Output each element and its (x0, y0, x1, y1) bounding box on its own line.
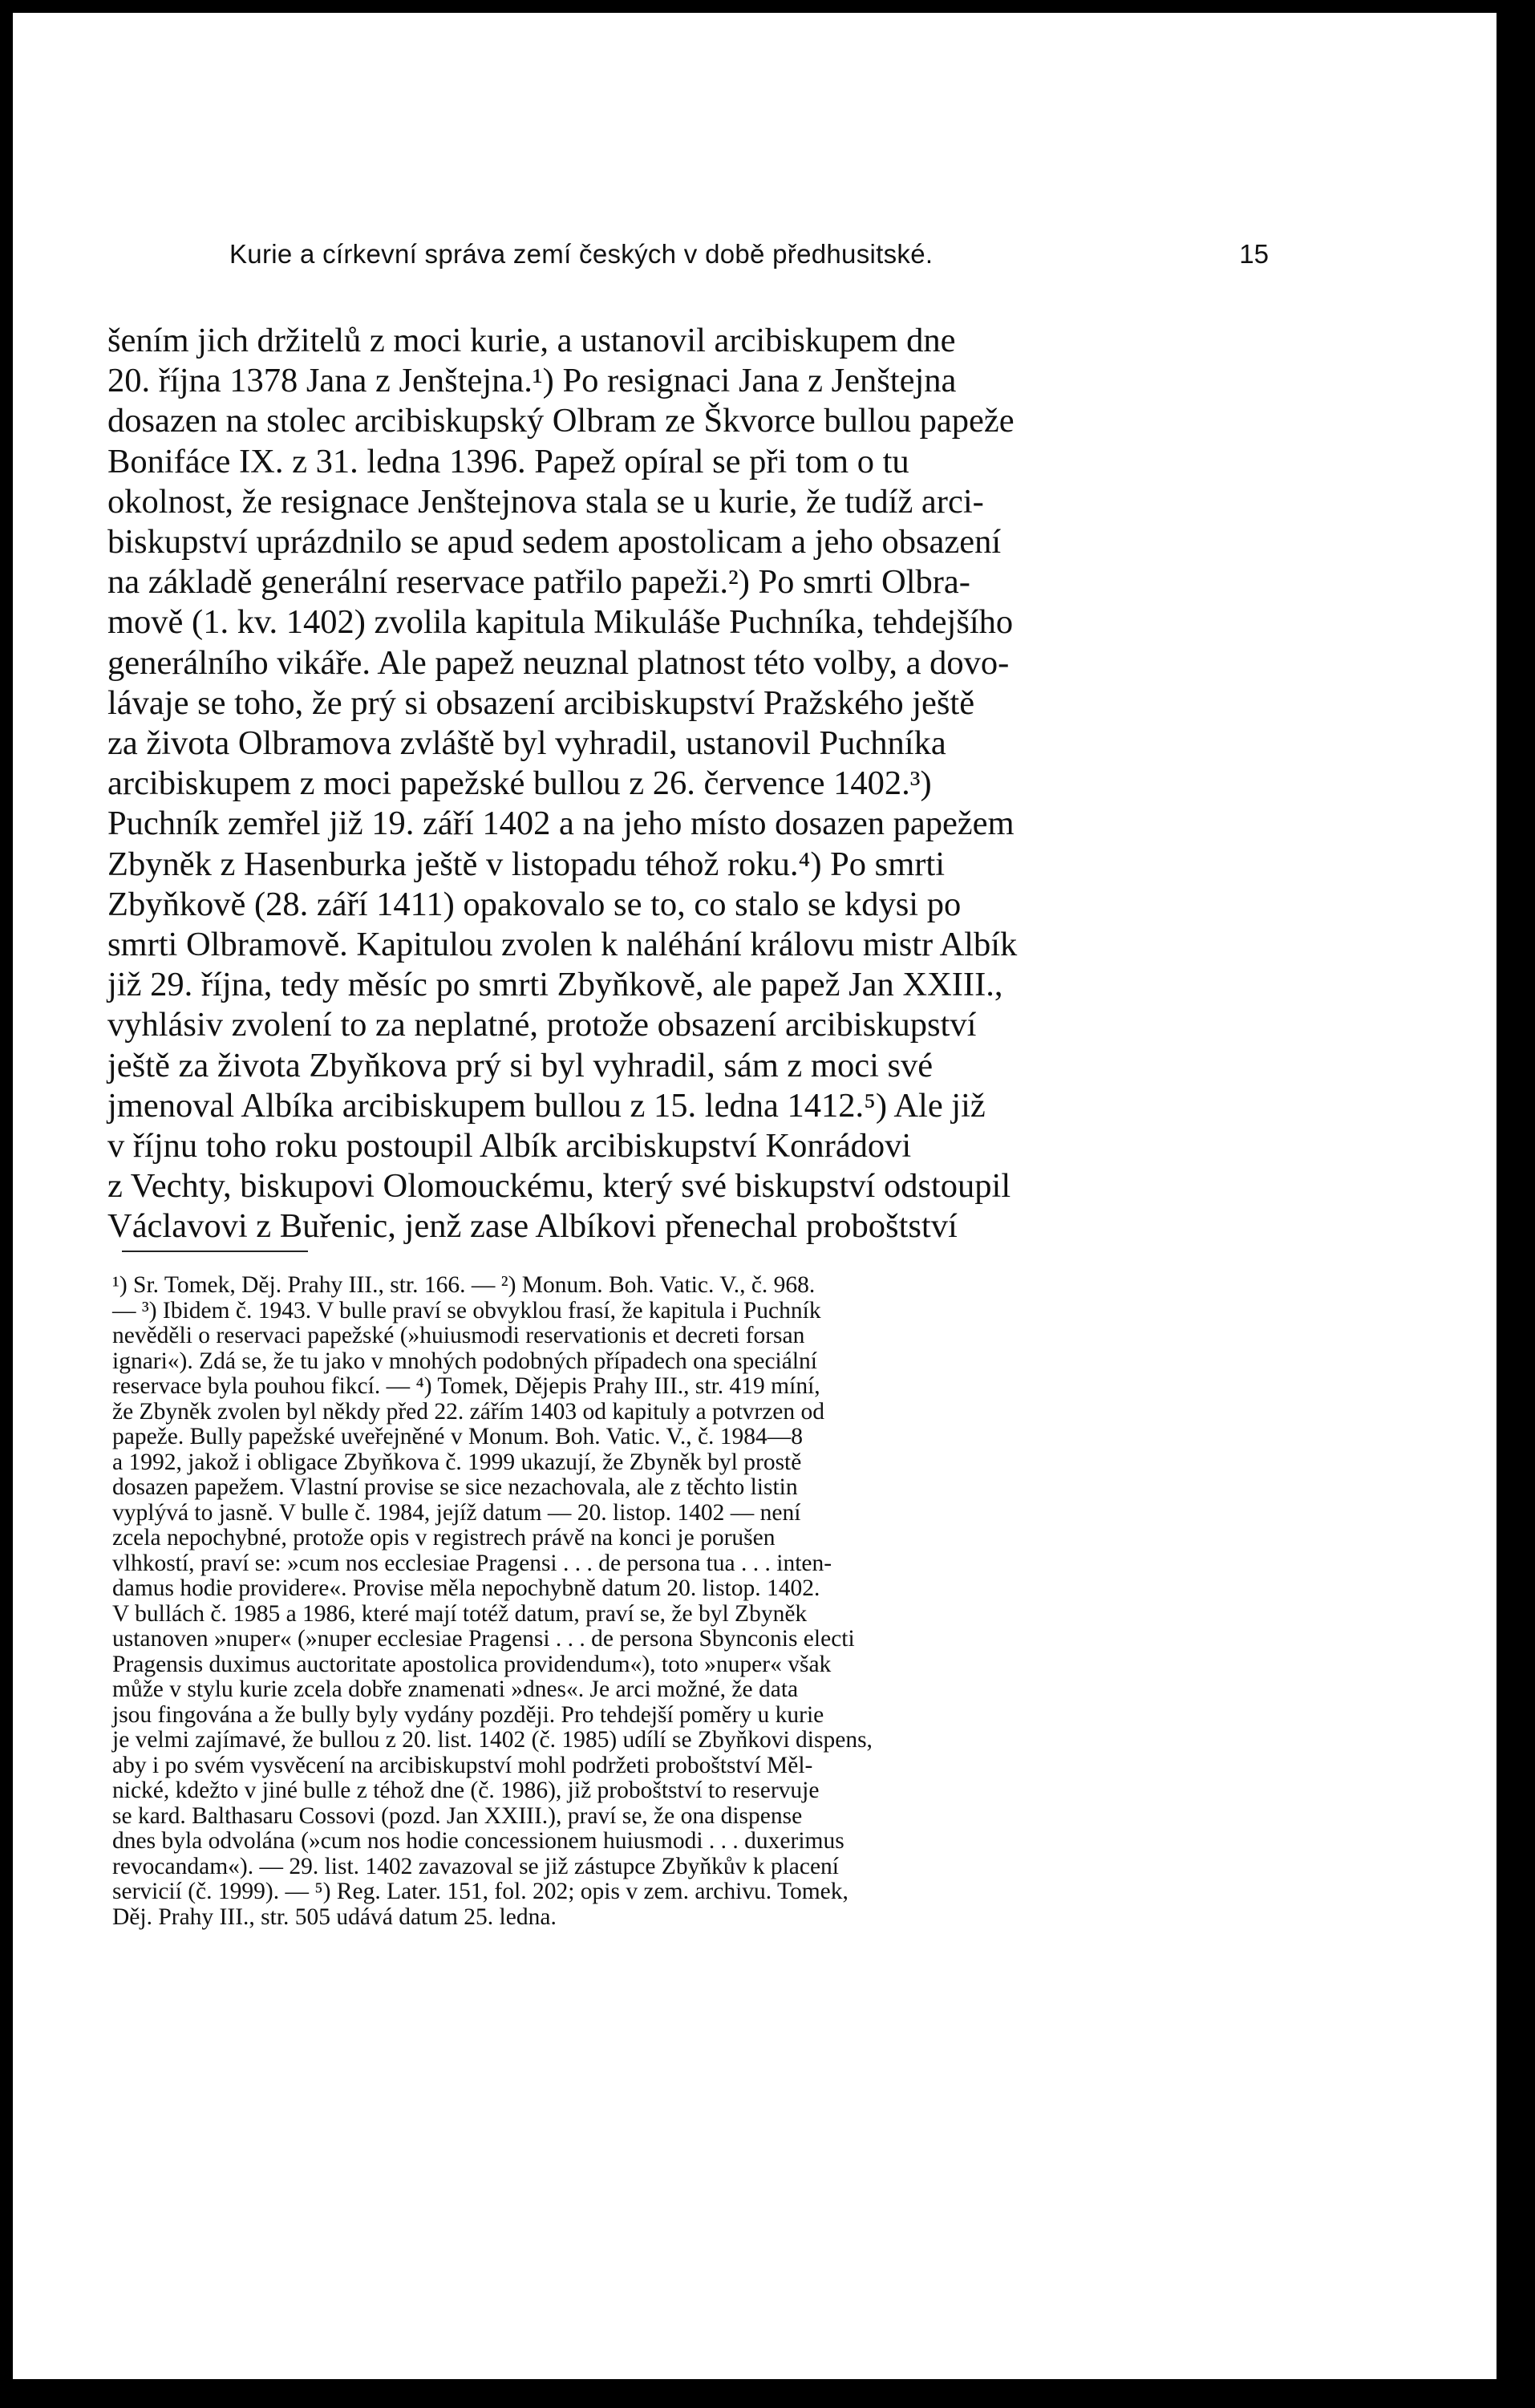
body-line: smrti Olbramově. Kapitulou zvolen k naléhání královu mistr Albík (107, 926, 1018, 964)
footnote-line: revocandam«). — 29. list. 1402 zavazoval se již zástupce Zbyňkův k placení (112, 1853, 840, 1879)
body-line: lávaje se toho, že prý si obsazení arcibiskupství Pražského ještě (107, 683, 975, 722)
body-line: Zbyňkově (28. září 1411) opakovalo se to, co stalo se kdysi po (107, 885, 962, 923)
body-line: šením jich držitelů z moci kurie, a ustanovil arcibiskupem dne (107, 322, 956, 359)
body-line: biskupství uprázdnilo se apud sedem apostolicam a jeho obsazení (107, 523, 1002, 561)
body-line: na základě generální reservace patřilo papeži.²) Po smrti Olbra- (107, 563, 970, 602)
footnote-line: Děj. Prahy III., str. 505 udává datum 25. ledna. (112, 1903, 557, 1930)
body-line: jmenoval Albíka arcibiskupem bullou z 15. ledna 1412.⁵) Ale již (107, 1086, 986, 1125)
footnote-line: papeže. Bully papežské uveřejněné v Monum. Boh. Vatic. V., č. 1984—8 (112, 1424, 804, 1449)
footnote-line: ignari«). Zdá se, že tu jako v mnohých podobných případech ona speciální (112, 1348, 817, 1374)
footnote-line: aby i po svém vysvěcení na arcibiskupství mohl podržeti proboštství Měl- (112, 1752, 813, 1778)
body-line: ještě za života Zbyňkova prý si byl vyhradil, sám z moci své (107, 1046, 934, 1084)
footnote-line: servicií (č. 1999). — ⁵) Reg. Later. 151, fol. 202; opis v zem. archivu. Tomek, (112, 1879, 849, 1904)
footnotes (112, 1273, 1251, 1930)
footnote-line: V bullách č. 1985 a 1986, které mají totéž datum, praví se, že byl Zbyněk (112, 1600, 808, 1627)
body-line: okolnost, že resignace Jenštejnova stala se u kurie, že tudíž arci- (107, 482, 984, 521)
book-page (13, 13, 1497, 2379)
footnote-line: — ³) Ibidem č. 1943. V bulle praví se obvyklou frasí, že kapitula i Puchník (112, 1297, 821, 1324)
footnote-line: damus hodie providere«. Provise měla nepochybně datum 20. listop. 1402. (112, 1575, 820, 1601)
body-line: z Vechty, biskupovi Olomouckému, který své biskupství odstoupil (107, 1167, 1011, 1206)
body-line: dosazen na stolec arcibiskupský Olbram ze Škvorce bullou papeže (107, 402, 1015, 440)
footnote-separator (122, 1251, 308, 1252)
footnote-line: vlhkostí, praví se: »cum nos ecclesiae Pragensi . . . de persona tua . . . inten- (112, 1550, 832, 1576)
body-line: v říjnu toho roku postoupil Albík arcibiskupství Konrádovi (107, 1127, 912, 1165)
footnote-line: zcela nepochybné, protože opis v registrech právě na konci je porušen (112, 1525, 776, 1551)
footnote-line: nické, kdežto v jiné bulle z téhož dne (č. 1986), již proboštství to reservuje (112, 1778, 820, 1803)
running-title: Kurie a církevní správa zemí českých v době předhusitské. (229, 239, 934, 269)
footnote-line: že Zbyněk zvolen byl někdy před 22. zářím 1403 od kapituly a potvrzen od (112, 1398, 825, 1425)
footnote-line: a 1992, jakož i obligace Zbyňkova č. 1999 ukazují, že Zbyněk byl prostě (112, 1449, 802, 1475)
footnote-line: nevěděli o reservaci papežské (»huiusmodi reservationis et decreti forsan (112, 1323, 805, 1348)
footnote-line: ¹) Sr. Tomek, Děj. Prahy III., str. 166. — ²) Monum. Boh. Vatic. V., č. 968. (112, 1272, 816, 1298)
footnote-line: dnes byla odvolána (»cum nos hodie concessionem huiusmodi . . . duxerimus (112, 1828, 844, 1854)
footnote-line: může v stylu kurie zcela dobře znamenati »dnes«. Je arci možné, že data (112, 1676, 799, 1702)
footnote-line: jsou fingována a že bully byly vydány později. Pro tehdejší poměry u kurie (112, 1701, 824, 1728)
body-line: Zbyněk z Hasenburka ještě v listopadu téhož roku.⁴) Po smrti (107, 845, 946, 883)
running-header (229, 239, 1269, 281)
body-line: 20. října 1378 Jana z Jenštejna.¹) Po resignaci Jana z Jenštejna (107, 362, 957, 400)
main-text (107, 321, 1254, 1247)
footnote-line: se kard. Balthasaru Cossovi (pozd. Jan XXIII.), praví se, že ona dispense (112, 1802, 803, 1829)
body-line: již 29. října, tedy měsíc po smrti Zbyňkově, ale papež Jan XXIII., (107, 966, 1003, 1004)
body-line: mově (1. kv. 1402) zvolila kapitula Mikuláše Puchníka, tehdejšího (107, 603, 1014, 642)
body-line: vyhlásiv zvolení to za neplatné, protože obsazení arcibiskupství (107, 1006, 977, 1044)
footnote-line: ustanoven »nuper« (»nuper ecclesiae Pragensi . . . de persona Sbynconis electi (112, 1626, 855, 1652)
footnote-line: vyplývá to jasně. V bulle č. 1984, jejíž datum — 20. listop. 1402 — není (112, 1499, 801, 1526)
body-line: Bonifáce IX. z 31. ledna 1396. Papež opíral se při tom o tu (107, 442, 909, 480)
body-line: arcibiskupem z moci papežské bullou z 26. července 1402.³) (107, 764, 932, 803)
body-line: za života Olbramova zvláště byl vyhradil, ustanovil Puchníka (107, 724, 946, 763)
footnote-line: reservace byla pouhou fikcí. — ⁴) Tomek, Dějepis Prahy III., str. 419 míní, (112, 1373, 820, 1399)
body-line: generálního vikáře. Ale papež neuznal platnost této volby, a dovo- (107, 643, 1010, 682)
body-line: Puchník zemřel již 19. září 1402 a na jeho místo dosazen papežem (107, 805, 1015, 843)
footnote-line: je velmi zajímavé, že bullou z 20. list. 1402 (č. 1985) udílí se Zbyňkovi dispens, (112, 1727, 873, 1753)
body-line: Václavovi z Buřenic, jenž zase Albíkovi přenechal proboštství (107, 1207, 958, 1246)
footnote-line: Pragensis duximus auctoritate apostolica providendum«), toto »nuper« však (112, 1651, 832, 1677)
page-number: 15 (1239, 239, 1269, 269)
footnote-line: dosazen papežem. Vlastní provise se sice nezachovala, ale z těchto listin (112, 1474, 798, 1500)
